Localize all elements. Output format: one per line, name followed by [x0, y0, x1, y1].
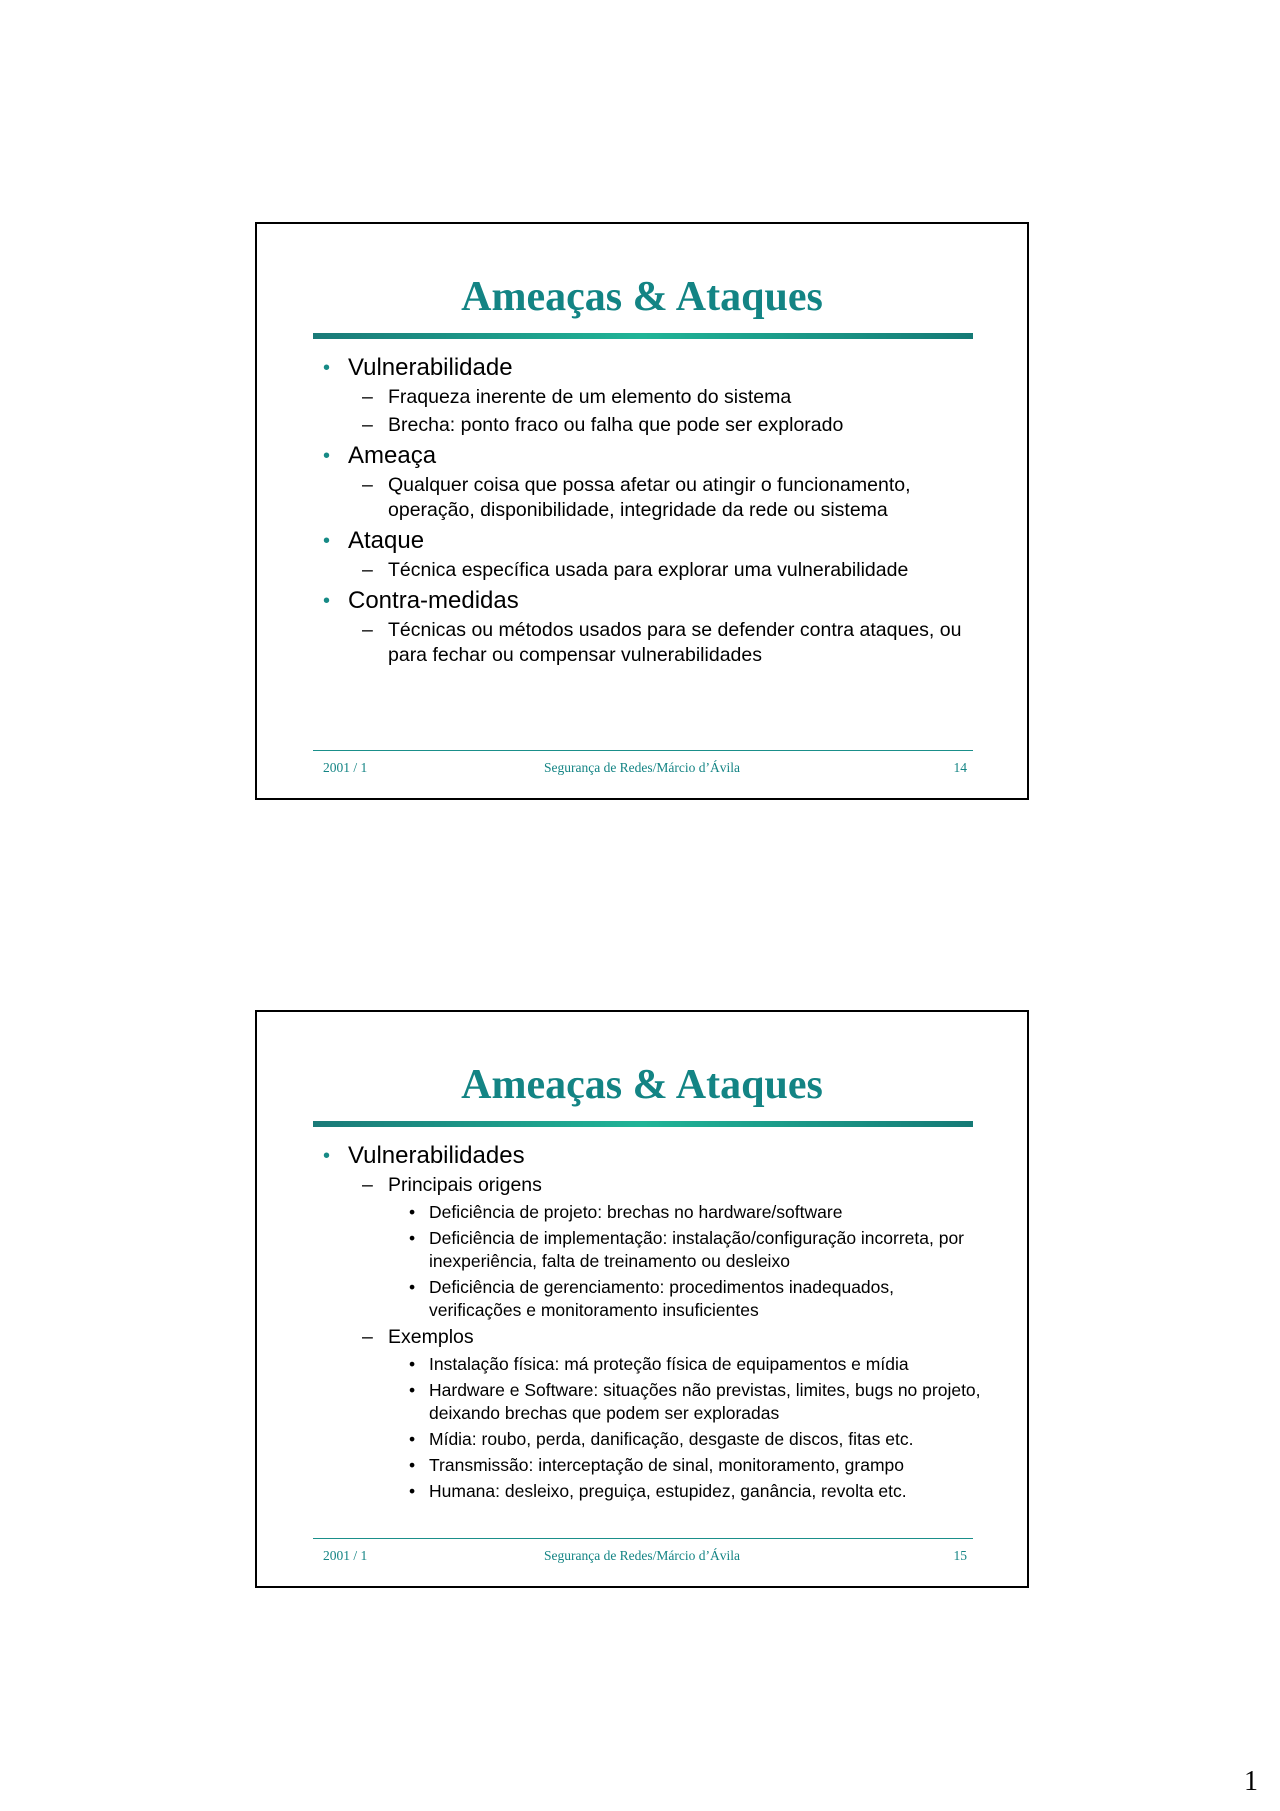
dash-icon: –: [362, 559, 373, 581]
footer-date: 2001 / 1: [323, 760, 368, 775]
sub-text: Qualquer coisa que possa afetar ou atingir o funcionamento, operação, disponibilidade, integridade da rede ou sistema: [388, 474, 911, 521]
bullet-text: Ataque: [348, 527, 425, 554]
dot-icon: •: [409, 1481, 416, 1501]
list-item: [323, 1480, 987, 1503]
dot-icon: •: [409, 1228, 416, 1248]
sub-text: Exemplos: [388, 1326, 474, 1348]
dot-icon: •: [409, 1455, 416, 1475]
bullet-icon: •: [323, 590, 331, 612]
sub-item: [323, 413, 987, 438]
bullet-text: Vulnerabilidades: [348, 1142, 525, 1169]
sub-item: [323, 1325, 987, 1350]
dot-icon: •: [409, 1429, 416, 1449]
sub-item: [323, 558, 987, 583]
bullet-icon: •: [323, 357, 331, 379]
dash-icon: –: [362, 1174, 373, 1196]
item-text: Deficiência de projeto: brechas no hardware/software: [429, 1202, 843, 1222]
list-item: [323, 1353, 987, 1376]
slide-content: [323, 1138, 987, 1503]
item-text: Deficiência de implementação: instalação/configuração incorreta, por inexperiência, falta de treinamento ou desleixo: [429, 1228, 965, 1271]
slide-15: [255, 1010, 1029, 1588]
bullet-icon: •: [323, 445, 331, 467]
list-item: [323, 1201, 987, 1224]
dash-icon: –: [362, 414, 373, 436]
bullet-text: Contra-medidas: [348, 587, 519, 614]
list-item: [323, 1454, 987, 1477]
item-text: Humana: desleixo, preguiça, estupidez, ganância, revolta etc.: [429, 1481, 907, 1501]
footer-course: Segurança de Redes/Márcio d’Ávila: [543, 760, 741, 775]
bullet-text: Vulnerabilidade: [348, 354, 513, 381]
footer-divider: [313, 750, 973, 751]
bullet-text: Ameaça: [348, 442, 437, 469]
bullet-item: [323, 527, 987, 555]
dash-icon: –: [362, 619, 373, 641]
sub-text: Brecha: ponto fraco ou falha que pode ser explorado: [388, 414, 844, 436]
title-underline: [313, 1121, 973, 1127]
sub-item: [323, 473, 987, 523]
item-text: Hardware e Software: situações não previstas, limites, bugs no projeto, deixando brechas que podem ser exploradas: [429, 1380, 981, 1423]
item-text: Deficiência de gerenciamento: procedimentos inadequados, verificações e monitoramento insuficientes: [429, 1277, 895, 1320]
item-text: Instalação física: má proteção física de equipamentos e mídia: [429, 1354, 909, 1374]
bullet-item: [323, 1142, 987, 1170]
dash-icon: –: [362, 474, 373, 496]
sub-text: Fraqueza inerente de um elemento do sistema: [388, 386, 792, 408]
item-text: Mídia: roubo, perda, danificação, desgaste de discos, fitas etc.: [429, 1429, 914, 1449]
sub-text: Técnicas ou métodos usados para se defender contra ataques, ou para fechar ou compensar vulnerabilidades: [388, 619, 962, 666]
list-item: [323, 1379, 987, 1425]
footer-date: 2001 / 1: [323, 1548, 368, 1563]
sub-item: [323, 618, 987, 668]
slide-14: [255, 222, 1029, 800]
slide-title: Ameaças & Ataques: [461, 274, 823, 320]
item-text: Transmissão: interceptação de sinal, monitoramento, grampo: [429, 1455, 904, 1475]
dot-icon: •: [409, 1277, 416, 1297]
sub-text: Técnica específica usada para explorar uma vulnerabilidade: [388, 559, 909, 581]
dot-icon: •: [409, 1202, 416, 1222]
footer-course: Segurança de Redes/Márcio d’Ávila: [543, 1548, 741, 1563]
slide-content: [323, 350, 987, 668]
page-number: 1: [1244, 1766, 1258, 1797]
sub-item: [323, 1173, 987, 1198]
footer-divider: [313, 1538, 973, 1539]
bullet-item: [323, 354, 987, 382]
dot-icon: •: [409, 1380, 416, 1400]
list-item: [323, 1276, 987, 1322]
dash-icon: –: [362, 1326, 373, 1348]
bullet-item: [323, 587, 987, 615]
footer-slide-number: 14: [953, 760, 967, 775]
bullet-item: [323, 442, 987, 470]
dash-icon: –: [362, 386, 373, 408]
sub-text: Principais origens: [388, 1174, 542, 1196]
sub-item: [323, 385, 987, 410]
slide-title: Ameaças & Ataques: [461, 1062, 823, 1108]
bullet-icon: •: [323, 530, 331, 552]
bullet-icon: •: [323, 1145, 331, 1167]
footer-slide-number: 15: [953, 1548, 967, 1563]
list-item: [323, 1428, 987, 1451]
title-underline: [313, 333, 973, 339]
dot-icon: •: [409, 1354, 416, 1374]
list-item: [323, 1227, 987, 1273]
